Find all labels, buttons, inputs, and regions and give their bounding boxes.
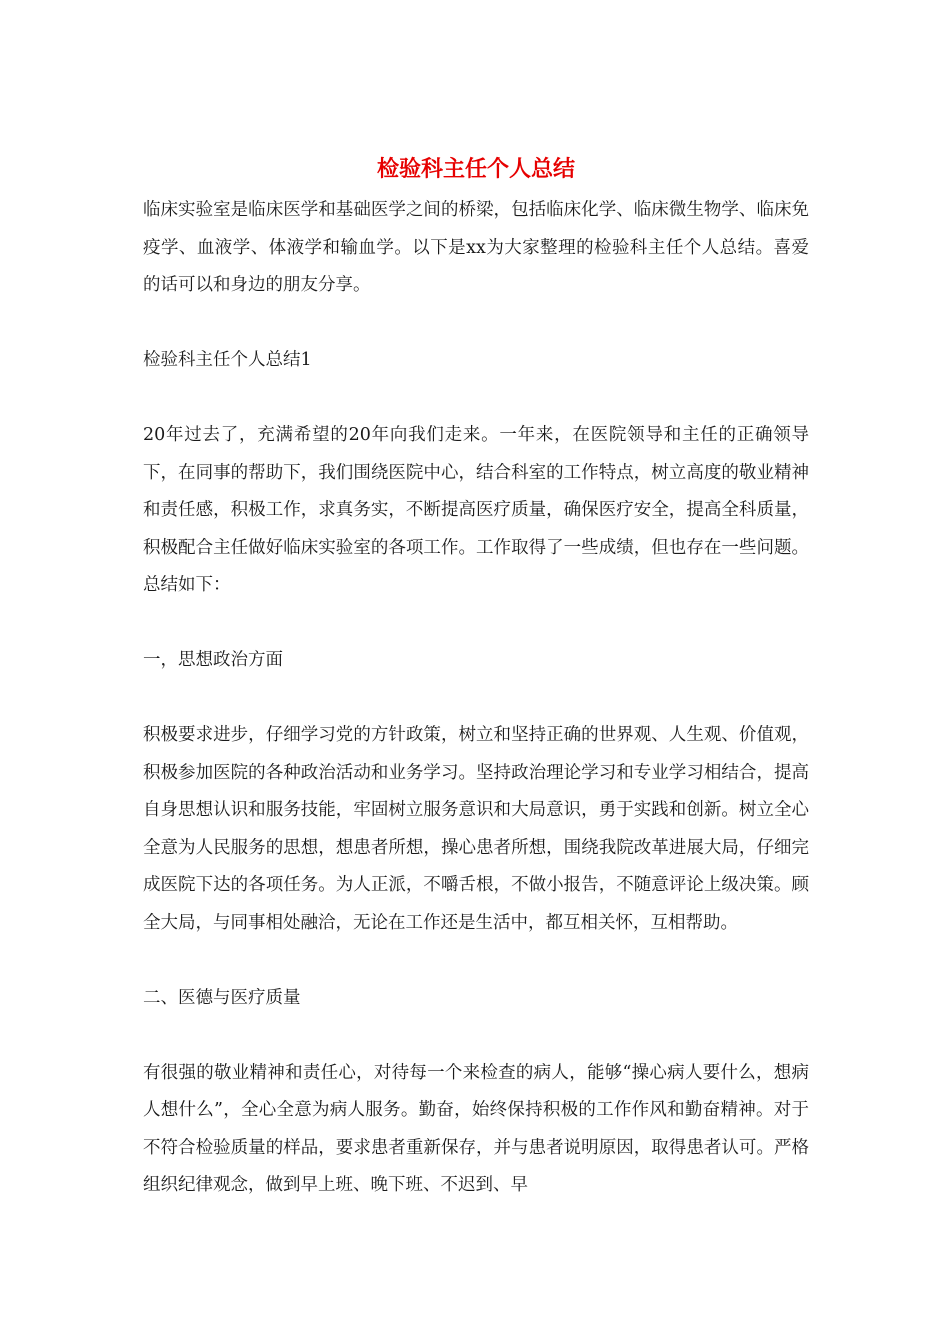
subheading-1: 一，思想政治方面 [143,650,283,670]
body-paragraph-2: 积极要求进步，仔细学习党的方针政策，树立和坚持正确的世界观、人生观、价值观，积极参加医院的各种政治活动和业务学习。坚持政治理论学习和专业学习相结合，提高自身思想认识和服务技能，牢固树立服务意识和大局意识，勇于实践和创新。树立全心全意为人民服务的思想，想患者所想，操心患者所想，围绕我院改革进展大局，仔细完成医院下达的各项任务。为人正派，不嚼舌根，不做小报告，不随意评论上级决策。顾全大局，与同事相处融洽，无论在工作还是生活中，都互相关怀，互相帮助。 [143,725,809,933]
subheading-2: 二、医德与医疗质量 [143,987,301,1008]
intro-paragraph: 临床实验室是临床医学和基础医学之间的桥梁，包括临床化学、临床微生物学、临床免疫学、血液学、体液学和输血学。以下是xx为大家整理的检验科主任个人总结。喜爱的话可以和身边的朋友分享。 [143,200,809,295]
document-title: 检验科主任个人总结 [376,157,575,182]
paragraph-gap [143,942,809,980]
document-body [143,150,809,1205]
paragraph-gap [143,380,809,418]
body-paragraph-1: 20年过去了，充满希望的20年向我们走来。一年来，在医院领导和主任的正确领导下，在同事的帮助下，我们围绕医院中心，结合科室的工作特点，树立高度的敬业精神和责任感，积极工作，求真务实，不断提高医疗质量，确保医疗安全，提高全科质量，积极配合主任做好临床实验室的各项工作。工作取得了一些成绩，但也存在一些问题。总结如下： [143,425,809,595]
paragraph-gap [143,1017,809,1055]
body-paragraph-3: 有很强的敬业精神和责任心，对待每一个来检查的病人，能够“操心病人要什么，想病人想什么”，全心全意为病人服务。勤奋，始终保持积极的工作作风和勤奋精神。对于不符合检验质量的样品，要求患者重新保存，并与患者说明原因，取得患者认可。严格组织纪律观念，做到早上班、晚下班、不迟到、早 [143,1062,809,1195]
paragraph-gap [143,305,809,343]
paragraph-gap [143,680,809,718]
paragraph-gap [143,605,809,643]
section-heading: 检验科主任个人总结1 [143,350,312,370]
